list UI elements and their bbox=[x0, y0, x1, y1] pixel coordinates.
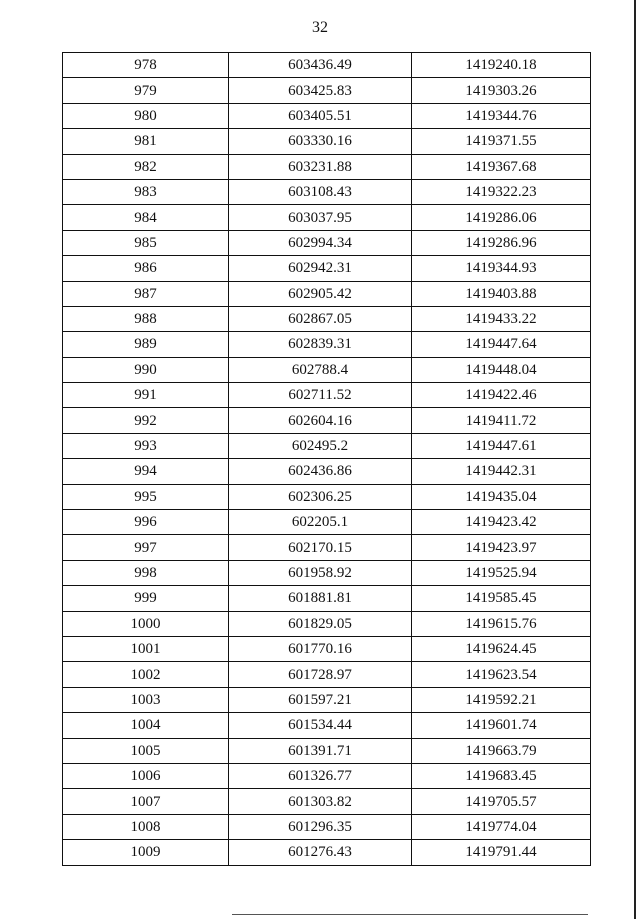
table-row bbox=[63, 636, 591, 661]
table-row bbox=[63, 154, 591, 179]
x-coordinate-cell: 601534.44 bbox=[229, 713, 412, 738]
point-number-cell: 984 bbox=[63, 205, 229, 230]
x-coordinate-cell: 601728.97 bbox=[229, 662, 412, 687]
point-number-cell: 992 bbox=[63, 408, 229, 433]
x-coordinate-cell: 602839.31 bbox=[229, 332, 412, 357]
x-coordinate-cell: 602170.15 bbox=[229, 535, 412, 560]
scan-edge-line bbox=[634, 0, 636, 919]
coordinates-table-body bbox=[63, 53, 591, 866]
table-row bbox=[63, 357, 591, 382]
point-number-cell: 988 bbox=[63, 306, 229, 331]
point-number-cell: 985 bbox=[63, 230, 229, 255]
x-coordinate-cell: 603037.95 bbox=[229, 205, 412, 230]
point-number-cell: 980 bbox=[63, 103, 229, 128]
table-row bbox=[63, 611, 591, 636]
x-coordinate-cell: 602942.31 bbox=[229, 256, 412, 281]
x-coordinate-cell: 602711.52 bbox=[229, 383, 412, 408]
x-coordinate-cell: 603405.51 bbox=[229, 103, 412, 128]
y-coordinate-cell: 1419286.06 bbox=[412, 205, 591, 230]
point-number-cell: 982 bbox=[63, 154, 229, 179]
point-number-cell: 978 bbox=[63, 53, 229, 78]
table-row bbox=[63, 814, 591, 839]
table-row bbox=[63, 306, 591, 331]
x-coordinate-cell: 601296.35 bbox=[229, 814, 412, 839]
table-row bbox=[63, 484, 591, 509]
point-number-cell: 1001 bbox=[63, 636, 229, 661]
table-row bbox=[63, 840, 591, 865]
point-number-cell: 993 bbox=[63, 433, 229, 458]
table-row bbox=[63, 129, 591, 154]
table-row bbox=[63, 560, 591, 585]
point-number-cell: 1006 bbox=[63, 763, 229, 788]
x-coordinate-cell: 601391.71 bbox=[229, 738, 412, 763]
coordinates-table bbox=[62, 52, 591, 866]
table-row bbox=[63, 179, 591, 204]
y-coordinate-cell: 1419447.61 bbox=[412, 433, 591, 458]
point-number-cell: 1009 bbox=[63, 840, 229, 865]
table-row bbox=[63, 281, 591, 306]
y-coordinate-cell: 1419422.46 bbox=[412, 383, 591, 408]
point-number-cell: 999 bbox=[63, 586, 229, 611]
y-coordinate-cell: 1419447.64 bbox=[412, 332, 591, 357]
x-coordinate-cell: 602436.86 bbox=[229, 459, 412, 484]
x-coordinate-cell: 601597.21 bbox=[229, 687, 412, 712]
point-number-cell: 1004 bbox=[63, 713, 229, 738]
table-row bbox=[63, 256, 591, 281]
x-coordinate-cell: 602994.34 bbox=[229, 230, 412, 255]
point-number-cell: 1000 bbox=[63, 611, 229, 636]
x-coordinate-cell: 603425.83 bbox=[229, 78, 412, 103]
y-coordinate-cell: 1419663.79 bbox=[412, 738, 591, 763]
x-coordinate-cell: 601770.16 bbox=[229, 636, 412, 661]
x-coordinate-cell: 602905.42 bbox=[229, 281, 412, 306]
scan-bottom-line bbox=[232, 914, 588, 915]
y-coordinate-cell: 1419683.45 bbox=[412, 763, 591, 788]
y-coordinate-cell: 1419423.97 bbox=[412, 535, 591, 560]
table-row bbox=[63, 408, 591, 433]
y-coordinate-cell: 1419433.22 bbox=[412, 306, 591, 331]
y-coordinate-cell: 1419615.76 bbox=[412, 611, 591, 636]
table-row bbox=[63, 230, 591, 255]
x-coordinate-cell: 601829.05 bbox=[229, 611, 412, 636]
table-row bbox=[63, 383, 591, 408]
point-number-cell: 991 bbox=[63, 383, 229, 408]
x-coordinate-cell: 601958.92 bbox=[229, 560, 412, 585]
x-coordinate-cell: 601881.81 bbox=[229, 586, 412, 611]
table-row bbox=[63, 103, 591, 128]
table-row bbox=[63, 662, 591, 687]
table-row bbox=[63, 586, 591, 611]
table-row bbox=[63, 763, 591, 788]
point-number-cell: 986 bbox=[63, 256, 229, 281]
page-number: 32 bbox=[312, 19, 328, 36]
y-coordinate-cell: 1419403.88 bbox=[412, 281, 591, 306]
y-coordinate-cell: 1419240.18 bbox=[412, 53, 591, 78]
table-row bbox=[63, 738, 591, 763]
point-number-cell: 995 bbox=[63, 484, 229, 509]
y-coordinate-cell: 1419303.26 bbox=[412, 78, 591, 103]
table-row bbox=[63, 535, 591, 560]
x-coordinate-cell: 602306.25 bbox=[229, 484, 412, 509]
table-row bbox=[63, 687, 591, 712]
point-number-cell: 1003 bbox=[63, 687, 229, 712]
point-number-cell: 979 bbox=[63, 78, 229, 103]
y-coordinate-cell: 1419705.57 bbox=[412, 789, 591, 814]
table-row bbox=[63, 789, 591, 814]
point-number-cell: 1008 bbox=[63, 814, 229, 839]
y-coordinate-cell: 1419774.04 bbox=[412, 814, 591, 839]
y-coordinate-cell: 1419525.94 bbox=[412, 560, 591, 585]
y-coordinate-cell: 1419791.44 bbox=[412, 840, 591, 865]
y-coordinate-cell: 1419435.04 bbox=[412, 484, 591, 509]
x-coordinate-cell: 602205.1 bbox=[229, 510, 412, 535]
y-coordinate-cell: 1419624.45 bbox=[412, 636, 591, 661]
y-coordinate-cell: 1419448.04 bbox=[412, 357, 591, 382]
x-coordinate-cell: 603108.43 bbox=[229, 179, 412, 204]
point-number-cell: 981 bbox=[63, 129, 229, 154]
point-number-cell: 983 bbox=[63, 179, 229, 204]
x-coordinate-cell: 602604.16 bbox=[229, 408, 412, 433]
x-coordinate-cell: 601276.43 bbox=[229, 840, 412, 865]
x-coordinate-cell: 603231.88 bbox=[229, 154, 412, 179]
x-coordinate-cell: 602788.4 bbox=[229, 357, 412, 382]
point-number-cell: 998 bbox=[63, 560, 229, 585]
point-number-cell: 1007 bbox=[63, 789, 229, 814]
point-number-cell: 997 bbox=[63, 535, 229, 560]
table-row bbox=[63, 205, 591, 230]
table-row bbox=[63, 433, 591, 458]
y-coordinate-cell: 1419322.23 bbox=[412, 179, 591, 204]
point-number-cell: 987 bbox=[63, 281, 229, 306]
table-row bbox=[63, 332, 591, 357]
table-row bbox=[63, 510, 591, 535]
y-coordinate-cell: 1419367.68 bbox=[412, 154, 591, 179]
table-row bbox=[63, 78, 591, 103]
y-coordinate-cell: 1419623.54 bbox=[412, 662, 591, 687]
x-coordinate-cell: 601326.77 bbox=[229, 763, 412, 788]
y-coordinate-cell: 1419585.45 bbox=[412, 586, 591, 611]
table-row bbox=[63, 713, 591, 738]
y-coordinate-cell: 1419344.93 bbox=[412, 256, 591, 281]
x-coordinate-cell: 602867.05 bbox=[229, 306, 412, 331]
point-number-cell: 989 bbox=[63, 332, 229, 357]
point-number-cell: 990 bbox=[63, 357, 229, 382]
x-coordinate-cell: 601303.82 bbox=[229, 789, 412, 814]
point-number-cell: 1005 bbox=[63, 738, 229, 763]
point-number-cell: 994 bbox=[63, 459, 229, 484]
point-number-cell: 1002 bbox=[63, 662, 229, 687]
x-coordinate-cell: 603436.49 bbox=[229, 53, 412, 78]
y-coordinate-cell: 1419411.72 bbox=[412, 408, 591, 433]
y-coordinate-cell: 1419344.76 bbox=[412, 103, 591, 128]
y-coordinate-cell: 1419442.31 bbox=[412, 459, 591, 484]
y-coordinate-cell: 1419371.55 bbox=[412, 129, 591, 154]
point-number-cell: 996 bbox=[63, 510, 229, 535]
y-coordinate-cell: 1419601.74 bbox=[412, 713, 591, 738]
y-coordinate-cell: 1419423.42 bbox=[412, 510, 591, 535]
x-coordinate-cell: 603330.16 bbox=[229, 129, 412, 154]
y-coordinate-cell: 1419286.96 bbox=[412, 230, 591, 255]
y-coordinate-cell: 1419592.21 bbox=[412, 687, 591, 712]
table-row bbox=[63, 53, 591, 78]
table-row bbox=[63, 459, 591, 484]
x-coordinate-cell: 602495.2 bbox=[229, 433, 412, 458]
